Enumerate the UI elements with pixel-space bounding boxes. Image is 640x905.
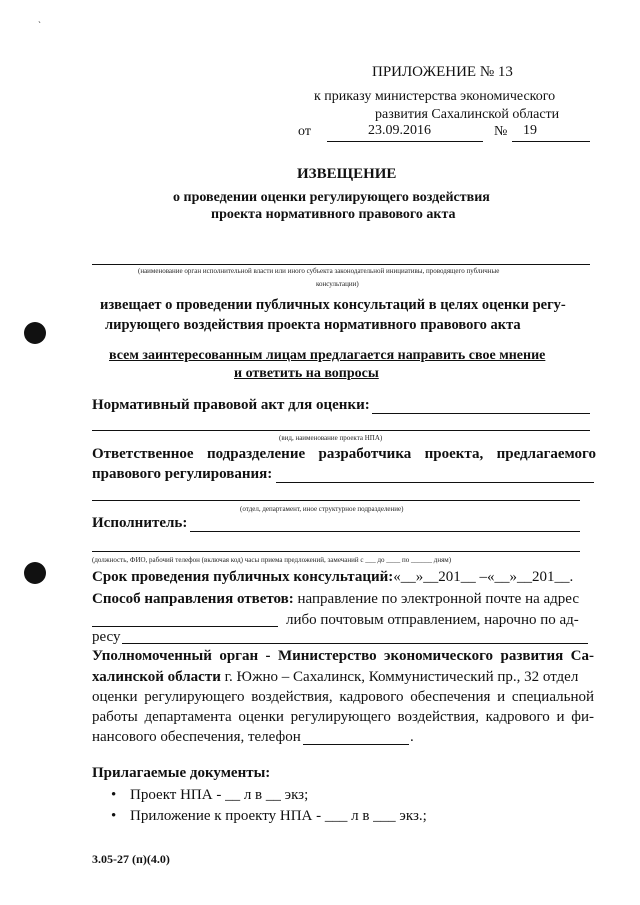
npa-input-line[interactable] — [372, 413, 590, 414]
authorized-text-1: Уполномоченный орган - Министерство экономического развития Са- — [92, 648, 594, 664]
document-title: ИЗВЕЩЕНИЕ — [297, 166, 397, 182]
term-label: Срок проведения публичных консультаций: — [92, 569, 394, 585]
dept-label-2: правового регулирования: — [92, 466, 273, 482]
dept-input-line[interactable] — [276, 482, 594, 483]
npa-caption: (вид, наименование проекта НПА) — [279, 434, 383, 442]
term-row — [92, 569, 573, 586]
notice-line-1: извещает о проведении публичных консультаций в целях оценки регу- — [100, 297, 566, 313]
document-subtitle-1: о проведении оценки регулирующего воздействия — [173, 190, 490, 205]
form-code: 3.05-27 (п)(4.0) — [92, 852, 170, 866]
executor-input-line-2[interactable] — [92, 551, 580, 552]
bullet-icon: • — [111, 787, 117, 803]
executor-input-line[interactable] — [190, 531, 580, 532]
date-from-label: от — [298, 124, 311, 139]
bullet-icon: • — [111, 808, 117, 824]
dept-input-line-2[interactable] — [92, 500, 580, 501]
order-line-1: к приказу министерства экономического — [314, 89, 556, 104]
order-line-2: развития Сахалинской области — [375, 107, 560, 122]
authorized-text-4: работы департамента оценки регулирующего воздействия, кадрового и фи- — [92, 709, 594, 725]
npa-input-line-2[interactable] — [92, 430, 590, 431]
term-value[interactable]: «__»__201__ –«__»__201__. — [393, 569, 574, 585]
attachment-item-label: Приложение к проекту НПА - ___ л в ___ экз.; — [130, 808, 427, 824]
date-line — [327, 141, 483, 142]
order-date: 23.09.2016 — [368, 123, 431, 138]
authorized-line-4 — [92, 709, 594, 726]
npa-label: Нормативный правовой акт для оценки: — [92, 397, 370, 413]
invite-line-2: и ответить на вопросы — [234, 366, 379, 381]
method-label: Способ направления ответов: — [92, 591, 294, 607]
authorized-line-3 — [92, 689, 594, 706]
order-number: 19 — [523, 123, 537, 138]
attachment-item — [111, 787, 308, 804]
attachment-item-label: Проект НПА - __ л в __ экз; — [130, 787, 309, 803]
authorized-text-2-bold: халинской области — [92, 669, 221, 685]
authority-caption-1: (наименование орган исполнительной власти или иного субъекта законодательной инициативы, проводящего публичные — [138, 267, 500, 275]
authority-line — [92, 264, 590, 265]
document-subtitle-2: проекта нормативного правового акта — [211, 207, 456, 222]
invite-line-1: всем заинтересованным лицам предлагается направить свое мнение — [109, 348, 546, 363]
method-text-3: ресу — [92, 629, 121, 645]
authorized-text-5: нансового обеспечения, телефон — [92, 729, 301, 745]
scan-artifact: ` — [38, 20, 41, 30]
method-text-1: направление по электронной почте на адрес — [293, 591, 579, 607]
authorized-text-2-rest: г. Южно – Сахалинск, Коммунистический пр., 32 отдел — [220, 669, 579, 685]
dept-line-1 — [92, 446, 596, 463]
address-input-line[interactable] — [122, 643, 588, 644]
punch-hole-top — [24, 322, 46, 344]
attachment-item — [111, 808, 427, 825]
number-label: № — [494, 124, 508, 139]
appendix-title: ПРИЛОЖЕНИЕ № 13 — [372, 64, 513, 80]
punch-hole-bottom — [24, 562, 46, 584]
authorized-line-1 — [92, 648, 594, 665]
phone-input-line[interactable] — [303, 744, 409, 745]
number-line — [512, 141, 590, 142]
authorized-line-2 — [92, 669, 578, 686]
executor-caption: (должность, ФИО, рабочий телефон (включая код) часы приема предложений, замечаний с ___ до ____ по ______ дням) — [92, 556, 452, 564]
method-text-2: либо почтовым отправлением, нарочно по ад- — [286, 612, 579, 628]
dept-caption: (отдел, департамент, иное структурное подразделение) — [240, 505, 404, 513]
authorized-text-3: оценки регулирующего воздействия, кадрового обеспечения и специальной — [92, 689, 594, 705]
method-row-1 — [92, 591, 579, 608]
email-input-line[interactable] — [92, 626, 278, 627]
executor-label: Исполнитель: — [92, 515, 188, 531]
notice-line-2: лирующего воздействия проекта нормативного правового акта — [105, 317, 521, 333]
authorized-text-5-end: . — [410, 729, 414, 745]
dept-label-1: Ответственное подразделение разработчика проекта, предлагаемого — [92, 446, 596, 462]
attachments-heading: Прилагаемые документы: — [92, 765, 271, 781]
authority-caption-2: консультации) — [316, 280, 359, 288]
